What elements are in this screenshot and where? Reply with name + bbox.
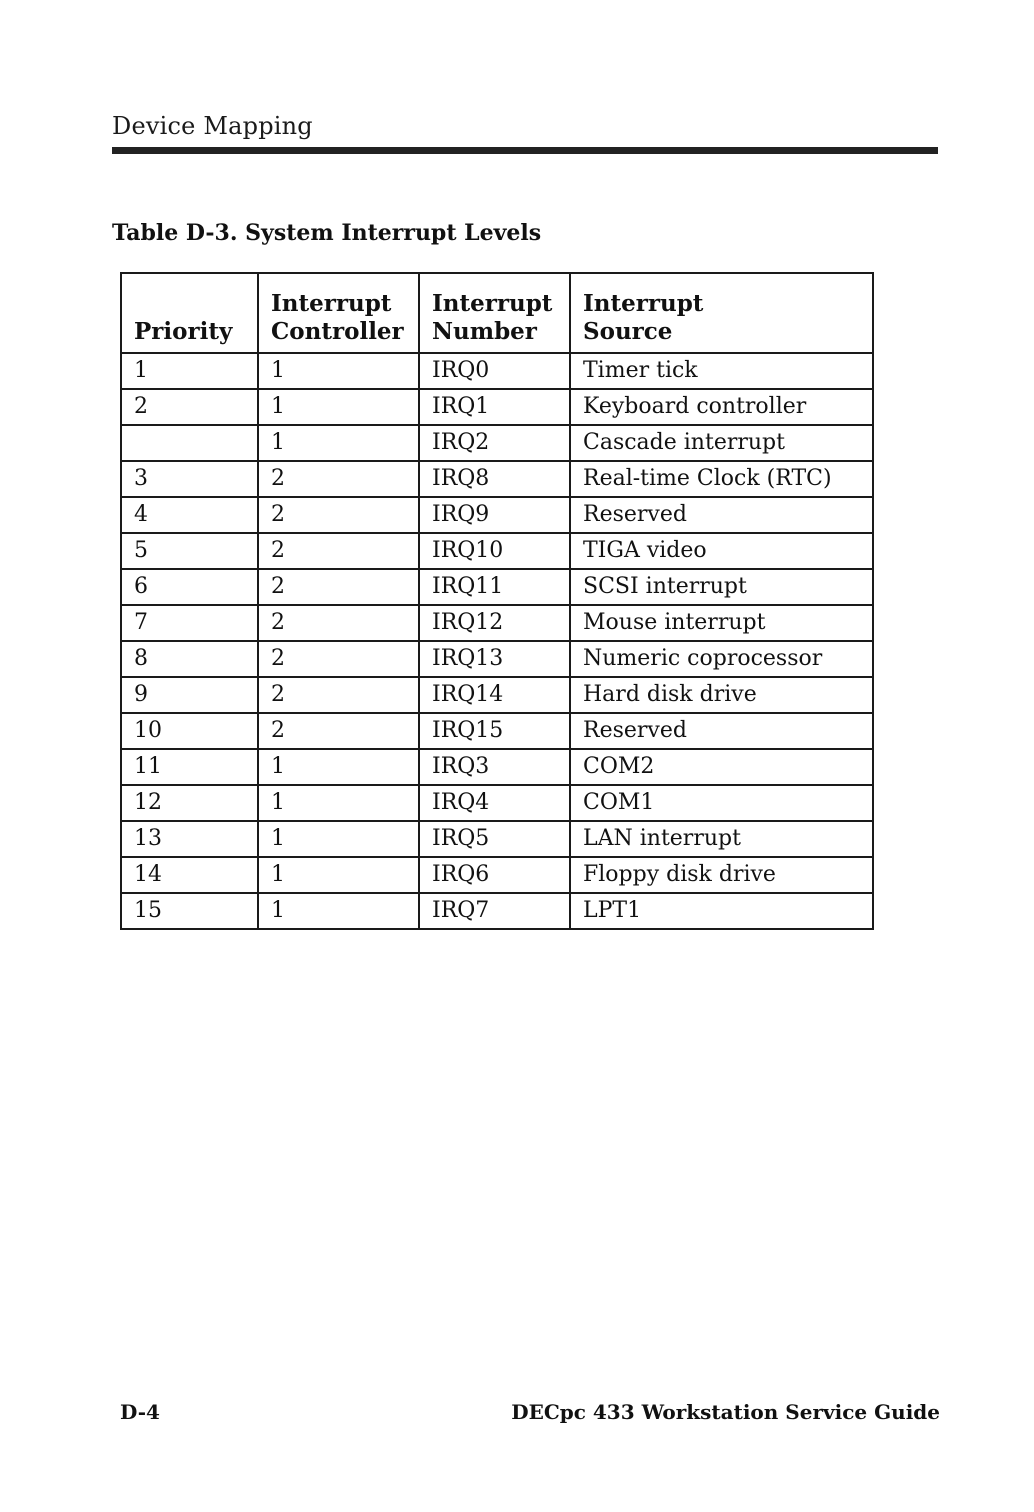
table-row [121, 821, 873, 857]
cell-priority: 10 [121, 713, 258, 749]
column-header-controller: Interrupt Controller [258, 273, 419, 353]
cell-priority: 14 [121, 857, 258, 893]
cell-irq-number: IRQ1 [419, 389, 570, 425]
table-row [121, 893, 873, 929]
cell-controller: 2 [258, 533, 419, 569]
table-header-row [121, 273, 873, 353]
table-row [121, 425, 873, 461]
cell-irq-number: IRQ14 [419, 677, 570, 713]
table-row [121, 461, 873, 497]
column-header-priority: Priority [121, 273, 258, 353]
page-number: D-4 [120, 1400, 160, 1424]
cell-priority: 13 [121, 821, 258, 857]
cell-controller: 1 [258, 785, 419, 821]
cell-irq-number: IRQ6 [419, 857, 570, 893]
cell-irq-number: IRQ5 [419, 821, 570, 857]
cell-irq-number: IRQ9 [419, 497, 570, 533]
cell-irq-number: IRQ7 [419, 893, 570, 929]
table-title: Table D-3. System Interrupt Levels [112, 220, 542, 246]
cell-priority: 8 [121, 641, 258, 677]
cell-priority: 1 [121, 353, 258, 389]
interrupt-levels-table [120, 272, 874, 930]
table-row [121, 389, 873, 425]
cell-source: Reserved [570, 713, 873, 749]
cell-irq-number: IRQ4 [419, 785, 570, 821]
cell-source: Mouse interrupt [570, 605, 873, 641]
cell-controller: 2 [258, 569, 419, 605]
cell-priority: 15 [121, 893, 258, 929]
cell-source: Floppy disk drive [570, 857, 873, 893]
cell-priority: 6 [121, 569, 258, 605]
running-head: Device Mapping [112, 112, 313, 140]
cell-irq-number: IRQ11 [419, 569, 570, 605]
table-row [121, 497, 873, 533]
cell-irq-number: IRQ2 [419, 425, 570, 461]
cell-source: Numeric coprocessor [570, 641, 873, 677]
cell-controller: 1 [258, 821, 419, 857]
cell-irq-number: IRQ13 [419, 641, 570, 677]
cell-source: Hard disk drive [570, 677, 873, 713]
cell-irq-number: IRQ10 [419, 533, 570, 569]
cell-controller: 1 [258, 857, 419, 893]
cell-priority [121, 425, 258, 461]
cell-source: LAN interrupt [570, 821, 873, 857]
table-row [121, 569, 873, 605]
cell-irq-number: IRQ0 [419, 353, 570, 389]
cell-irq-number: IRQ8 [419, 461, 570, 497]
cell-priority: 5 [121, 533, 258, 569]
cell-irq-number: IRQ12 [419, 605, 570, 641]
cell-priority: 3 [121, 461, 258, 497]
table-row [121, 353, 873, 389]
cell-source: Cascade interrupt [570, 425, 873, 461]
table-row [121, 785, 873, 821]
cell-source: LPT1 [570, 893, 873, 929]
column-header-number: Interrupt Number [419, 273, 570, 353]
cell-controller: 2 [258, 497, 419, 533]
cell-irq-number: IRQ15 [419, 713, 570, 749]
cell-source: COM2 [570, 749, 873, 785]
table-row [121, 749, 873, 785]
cell-controller: 2 [258, 641, 419, 677]
cell-priority: 11 [121, 749, 258, 785]
table-row [121, 713, 873, 749]
cell-source: COM1 [570, 785, 873, 821]
cell-controller: 2 [258, 461, 419, 497]
cell-controller: 1 [258, 749, 419, 785]
column-header-source: Interrupt Source [570, 273, 873, 353]
table-row [121, 533, 873, 569]
cell-priority: 12 [121, 785, 258, 821]
header-rule [112, 147, 938, 154]
cell-controller: 1 [258, 893, 419, 929]
cell-priority: 2 [121, 389, 258, 425]
cell-source: Real-time Clock (RTC) [570, 461, 873, 497]
cell-controller: 2 [258, 677, 419, 713]
cell-priority: 7 [121, 605, 258, 641]
cell-controller: 1 [258, 389, 419, 425]
cell-source: TIGA video [570, 533, 873, 569]
cell-controller: 2 [258, 713, 419, 749]
cell-source: Reserved [570, 497, 873, 533]
table-row [121, 677, 873, 713]
cell-controller: 2 [258, 605, 419, 641]
book-title: DECpc 433 Workstation Service Guide [511, 1400, 940, 1424]
table-row [121, 605, 873, 641]
cell-controller: 1 [258, 353, 419, 389]
table-row [121, 857, 873, 893]
cell-priority: 4 [121, 497, 258, 533]
table-row [121, 641, 873, 677]
cell-source: Timer tick [570, 353, 873, 389]
cell-controller: 1 [258, 425, 419, 461]
cell-irq-number: IRQ3 [419, 749, 570, 785]
cell-source: SCSI interrupt [570, 569, 873, 605]
cell-source: Keyboard controller [570, 389, 873, 425]
cell-priority: 9 [121, 677, 258, 713]
